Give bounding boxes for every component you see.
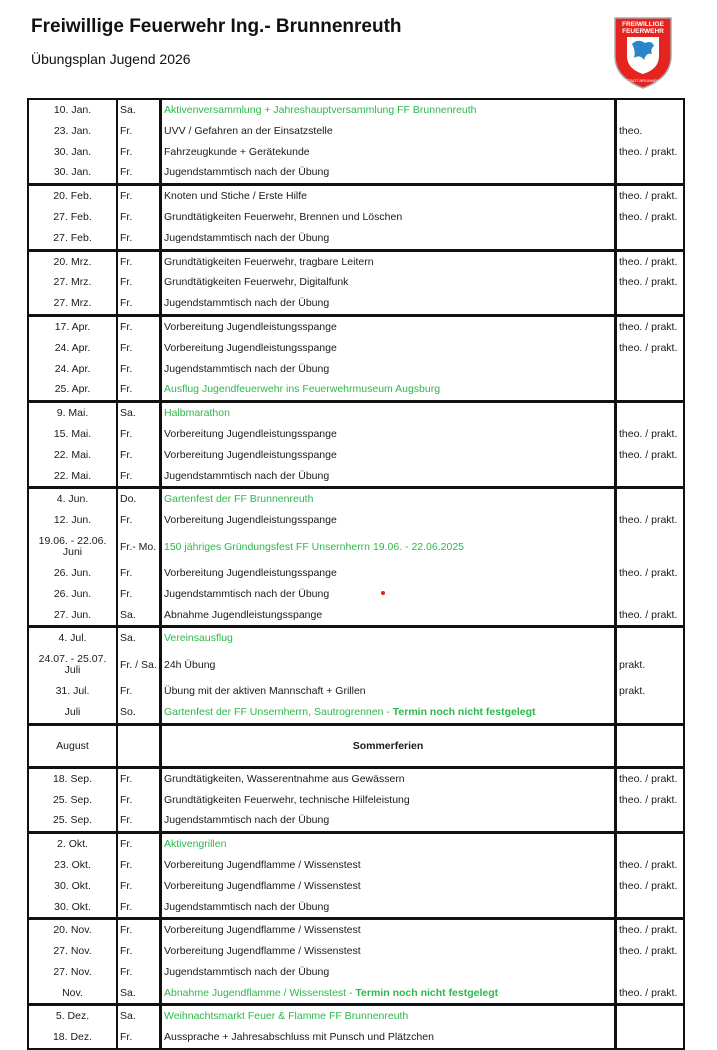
weekday-cell: Sa. (120, 104, 136, 116)
description-text: Abnahme Jugendleistungsspange (164, 608, 323, 621)
description-cell (162, 941, 614, 962)
month-group (29, 249, 683, 314)
description-cell (162, 876, 614, 897)
description-text: Grundtätigkeiten Feuerwehr, technische Hilfeleistung (164, 793, 410, 806)
session-type-cell (617, 489, 683, 510)
session-type-cell (617, 162, 683, 183)
description-text: Jugendstammtisch nach der Übung (164, 231, 330, 244)
description-text: Weihnachtsmarkt Feuer & Flamme FF Brunnenreuth (164, 1010, 409, 1023)
description-cell (162, 489, 614, 510)
date-cell: 20. Nov. (53, 924, 92, 937)
session-type-cell: theo. / prakt. (619, 924, 678, 937)
description-text: Vereinsausflug (164, 632, 233, 645)
weekday-cell: Fr. (120, 231, 133, 244)
session-type-cell: theo. / prakt. (619, 608, 678, 621)
day-column (118, 769, 162, 831)
date-cell: 25. Apr. (54, 383, 91, 396)
description-cell (162, 584, 614, 605)
type-column (617, 100, 683, 183)
description-text: Gartenfest der FF Brunnenreuth (164, 493, 314, 506)
description-cell (162, 466, 614, 487)
description-cell (162, 855, 614, 876)
description-text: Vorbereitung Jugendleistungsspange (164, 566, 337, 579)
date-cell: 26. Jun. (53, 566, 92, 579)
day-column (118, 489, 162, 625)
date-cell: Juli (64, 705, 81, 718)
description-cell (162, 702, 614, 723)
date-cell: 25. Sep. (52, 793, 93, 806)
description-text: Ausflug Jugendfeuerwehr ins Feuerwehrmuseum Augsburg (164, 383, 441, 396)
description-cell (162, 424, 614, 445)
desc-column (162, 834, 617, 917)
description-text: Vorbereitung Jugendleistungsspange (164, 448, 337, 461)
day-column (118, 628, 162, 722)
date-cell: 26. Jun. (53, 587, 92, 600)
session-type-cell: theo. / prakt. (619, 276, 678, 289)
weekday-cell: Sa. (120, 986, 136, 999)
weekday-cell: Fr. (120, 190, 133, 203)
session-type-cell (617, 466, 683, 487)
desc-column (162, 403, 617, 486)
session-type-cell (617, 100, 683, 121)
weekday-cell: Fr. (120, 924, 133, 937)
description-text: Aktivenversammlung + Jahreshauptversammlung FF Brunnenreuth (164, 104, 477, 116)
description-cell (162, 317, 614, 338)
weekday-cell (118, 726, 159, 766)
description-text: UVV / Gefahren an der Einsatzstelle (164, 124, 333, 137)
description-cell (162, 810, 614, 831)
description-text: Jugendstammtisch nach der Übung (164, 900, 330, 913)
session-type-cell: theo. / prakt. (619, 320, 678, 333)
weekday-cell: Fr. (120, 514, 133, 527)
date-cell: 27. Nov. (53, 945, 92, 958)
description-text: Jugendstammtisch nach der Übung (164, 362, 330, 375)
date-column (29, 252, 118, 314)
description-cell (162, 162, 614, 183)
weekday-cell: Fr. (120, 210, 133, 223)
date-column (29, 769, 118, 831)
session-type-cell (617, 962, 683, 983)
date-not-fixed-note: Termin noch nicht festgelegt (392, 705, 536, 718)
description-cell (162, 531, 614, 563)
weekday-cell: Sa. (120, 608, 136, 621)
description-text: Abnahme Jugendflamme / Wissenstest - (164, 986, 356, 999)
date-cell: 27. Feb. (53, 210, 92, 223)
date-cell: Nov. (62, 986, 83, 999)
description-cell (162, 338, 614, 359)
weekday-cell: Fr. (120, 945, 133, 958)
month-group (29, 917, 683, 1003)
weekday-cell: Fr. (120, 145, 133, 158)
description-cell (162, 207, 614, 228)
description-text: Jugendstammtisch nach der Übung (164, 814, 330, 827)
month-group (29, 723, 683, 766)
month-group (29, 766, 683, 831)
svg-text:FEUERWEHR: FEUERWEHR (622, 28, 664, 35)
desc-column (162, 317, 617, 400)
session-type-cell (617, 726, 683, 766)
description-text: Halbmarathon (164, 407, 230, 420)
weekday-cell: Fr.- Mo. (120, 540, 157, 553)
day-column (118, 252, 162, 314)
weekday-cell: Fr. (120, 900, 133, 913)
weekday-cell: Fr. (120, 427, 133, 440)
month-group (29, 625, 683, 722)
weekday-cell: Fr. (120, 838, 133, 851)
session-type-cell: prakt. (619, 685, 646, 698)
session-type-cell (617, 584, 683, 605)
date-cell: 30. Okt. (54, 879, 91, 892)
date-column (29, 100, 118, 183)
description-text: Grundtätigkeiten Feuerwehr, Brennen und Löschen (164, 210, 403, 223)
weekday-cell: Fr. (120, 448, 133, 461)
description-cell (162, 272, 614, 293)
session-type-cell (617, 403, 683, 424)
date-cell: 27. Mrz. (53, 297, 92, 310)
description-text: 24h Übung (164, 659, 216, 672)
desc-column (162, 628, 617, 722)
month-group (29, 314, 683, 400)
weekday-cell: Fr. (120, 793, 133, 806)
date-cell: 27. Nov. (53, 965, 92, 978)
description-text: 150 jähriges Gründungsfest FF Unsernherrn 19.06. - 22.06.2025 (164, 540, 465, 553)
weekday-cell: Fr. (120, 383, 133, 396)
date-cell: 27. Mrz. (53, 276, 92, 289)
session-type-cell: theo. / prakt. (619, 145, 678, 158)
weekday-cell: Fr. (120, 469, 133, 482)
session-type-cell: theo. / prakt. (619, 945, 678, 958)
date-cell: 10. Jan. (53, 104, 92, 116)
weekday-cell: Fr. (120, 276, 133, 289)
month-group (29, 1003, 683, 1048)
type-column (617, 920, 683, 1003)
date-cell: 22. Mai. (53, 448, 92, 461)
description-cell (162, 379, 614, 400)
training-schedule-table (27, 98, 685, 1050)
date-cell: 23. Jan. (53, 124, 92, 137)
date-cell: 25. Sep. (52, 814, 93, 827)
date-cell: 20. Mrz. (53, 255, 92, 268)
session-type-cell (617, 834, 683, 855)
description-text: Aussprache + Jahresabschluss mit Punsch und Plätzchen (164, 1031, 434, 1044)
session-type-cell: theo. / prakt. (619, 427, 678, 440)
date-column (29, 489, 118, 625)
weekday-cell: Fr. (120, 566, 133, 579)
description-text: Jugendstammtisch nach der Übung (164, 297, 330, 310)
desc-column (162, 920, 617, 1003)
description-cell (162, 359, 614, 380)
weekday-cell: Fr. (120, 341, 133, 354)
date-cell: August (56, 739, 89, 752)
day-column (118, 186, 162, 248)
date-column (29, 628, 118, 722)
session-type-cell (617, 897, 683, 918)
session-type-cell: theo. / prakt. (619, 255, 678, 268)
type-column (617, 1006, 683, 1048)
day-column (118, 100, 162, 183)
description-cell (162, 293, 614, 314)
date-cell: 30. Jan. (53, 145, 92, 158)
date-cell: 24. Apr. (54, 341, 91, 354)
date-column (29, 920, 118, 1003)
description-text: Jugendstammtisch nach der Übung (164, 587, 330, 600)
day-column (118, 726, 162, 766)
day-column (118, 403, 162, 486)
session-type-cell (617, 359, 683, 380)
weekday-cell: So. (120, 705, 136, 718)
month-group (29, 100, 683, 183)
session-type-cell (617, 1006, 683, 1027)
desc-column (162, 726, 617, 766)
desc-column (162, 100, 617, 183)
description-text: Vorbereitung Jugendleistungsspange (164, 427, 337, 440)
day-column (118, 834, 162, 917)
date-cell: 9. Mai. (56, 407, 89, 420)
desc-column (162, 1006, 617, 1048)
date-cell: 27. Jun. (53, 608, 92, 621)
description-cell (162, 769, 614, 790)
type-column (617, 317, 683, 400)
date-not-fixed-note: Termin noch nicht festgelegt (355, 986, 499, 999)
description-text: Vorbereitung Jugendflamme / Wissenstest (164, 924, 361, 937)
weekday-cell: Sa. (120, 632, 136, 645)
date-cell: 22. Mai. (53, 469, 92, 482)
date-cell (29, 531, 116, 563)
desc-column (162, 252, 617, 314)
session-type-cell (617, 810, 683, 831)
description-cell (162, 1006, 614, 1027)
description-cell (162, 100, 614, 121)
weekday-cell: Fr. (120, 166, 133, 179)
date-cell: 4. Jul. (58, 632, 87, 645)
date-column (29, 726, 118, 766)
weekday-cell: Fr. (120, 297, 133, 310)
weekday-cell: Fr. (120, 362, 133, 375)
date-range: 24.07. - 25.07. (38, 653, 107, 666)
type-column (617, 834, 683, 917)
description-text: Jugendstammtisch nach der Übung (164, 965, 330, 978)
session-type-cell: theo. / prakt. (619, 986, 678, 999)
description-text: Jugendstammtisch nach der Übung (164, 469, 330, 482)
description-cell (162, 510, 614, 531)
description-text: Grundtätigkeiten Feuerwehr, tragbare Leitern (164, 255, 374, 268)
description-cell (162, 186, 614, 207)
date-cell: 24. Apr. (54, 362, 91, 375)
session-type-cell: theo. / prakt. (619, 190, 678, 203)
type-column (617, 769, 683, 831)
session-type-cell: theo. / prakt. (619, 858, 678, 871)
type-column (617, 186, 683, 248)
session-type-cell: theo. / prakt. (619, 210, 678, 223)
description-cell (162, 252, 614, 273)
desc-column (162, 489, 617, 625)
date-month: Juni (62, 545, 83, 558)
session-type-cell: theo. / prakt. (619, 341, 678, 354)
session-type-cell (617, 531, 683, 563)
date-cell: 15. Mai. (53, 427, 92, 440)
description-text: Vorbereitung Jugendleistungsspange (164, 341, 337, 354)
date-column (29, 834, 118, 917)
date-cell: 12. Jun. (53, 514, 92, 527)
session-type-cell: theo. / prakt. (619, 448, 678, 461)
session-type-cell: theo. / prakt. (619, 793, 678, 806)
session-type-cell (617, 1027, 683, 1048)
weekday-cell: Fr. (120, 685, 133, 698)
weekday-cell: Fr. (120, 587, 133, 600)
description-cell (162, 834, 614, 855)
date-column (29, 1006, 118, 1048)
description-cell (162, 649, 614, 681)
description-cell (162, 790, 614, 811)
type-column (617, 726, 683, 766)
description-text: Jugendstammtisch nach der Übung (164, 166, 330, 179)
date-cell: 30. Okt. (54, 900, 91, 913)
weekday-cell: Fr. (120, 320, 133, 333)
description-cell (162, 228, 614, 249)
weekday-cell: Fr. (120, 879, 133, 892)
weekday-cell: Fr. (120, 814, 133, 827)
date-cell: 2. Okt. (57, 838, 88, 851)
svg-text:INGOLSTADT-BRUNNENREUTH: INGOLSTADT-BRUNNENREUTH (613, 78, 673, 83)
session-type-cell (617, 379, 683, 400)
description-cell (162, 445, 614, 466)
weekday-cell: Sa. (120, 407, 136, 420)
description-text: Knoten und Stiche / Erste Hilfe (164, 190, 307, 203)
month-group (29, 400, 683, 486)
weekday-cell: Fr. (120, 1031, 133, 1044)
description-text: Fahrzeugkunde + Gerätekunde (164, 145, 310, 158)
session-type-cell: theo. / prakt. (619, 566, 678, 579)
weekday-cell: Fr. (120, 255, 133, 268)
description-cell (162, 1027, 614, 1048)
session-type-cell: theo. / prakt. (619, 879, 678, 892)
session-type-cell (617, 702, 683, 723)
weekday-cell: Fr. / Sa. (120, 659, 157, 672)
document-title: Freiwillige Feuerwehr Ing.- Brunnenreuth (31, 16, 402, 37)
date-cell: 23. Okt. (54, 858, 91, 871)
weekday-cell: Sa. (120, 1010, 136, 1023)
description-cell (162, 962, 614, 983)
weekday-cell: Do. (120, 493, 137, 506)
description-text: Vorbereitung Jugendleistungsspange (164, 320, 337, 333)
type-column (617, 489, 683, 625)
description-cell (162, 142, 614, 163)
description-cell (162, 121, 614, 142)
description-cell (162, 403, 614, 424)
month-group (29, 183, 683, 248)
description-cell (162, 605, 614, 626)
desc-column (162, 186, 617, 248)
session-type-cell: theo. / prakt. (619, 514, 678, 527)
date-month: Juli (64, 664, 81, 677)
description-text: Vorbereitung Jugendleistungsspange (164, 514, 337, 527)
description-text: Vorbereitung Jugendflamme / Wissenstest (164, 858, 361, 871)
description-text: Aktivengrillen (164, 838, 227, 851)
description-cell (162, 983, 614, 1004)
day-column (118, 317, 162, 400)
weekday-cell: Fr. (120, 858, 133, 871)
date-range: 19.06. - 22.06. (38, 534, 107, 547)
description-cell (162, 897, 614, 918)
description-text: Gartenfest der FF Unsernherrn, Sautrogrennen - (164, 705, 393, 718)
session-type-cell (617, 293, 683, 314)
description-cell (162, 563, 614, 584)
date-cell (29, 649, 116, 681)
session-type-cell: theo. (619, 124, 643, 137)
date-column (29, 403, 118, 486)
document-subtitle: Übungsplan Jugend 2026 (31, 51, 191, 67)
description-text: Grundtätigkeiten Feuerwehr, Digitalfunk (164, 276, 349, 289)
red-dot-mark (381, 591, 385, 595)
description-text: Vorbereitung Jugendflamme / Wissenstest (164, 879, 361, 892)
weekday-cell: Fr. (120, 965, 133, 978)
day-column (118, 1006, 162, 1048)
desc-column (162, 769, 617, 831)
date-cell: 31. Jul. (55, 685, 90, 698)
weekday-cell: Fr. (120, 124, 133, 137)
day-column (118, 920, 162, 1003)
type-column (617, 403, 683, 486)
date-cell: 5. Dez. (55, 1010, 90, 1023)
description-text: Vorbereitung Jugendflamme / Wissenstest (164, 945, 361, 958)
date-cell: 4. Jun. (56, 493, 89, 506)
weekday-cell: Fr. (120, 772, 133, 785)
session-type-cell (617, 228, 683, 249)
description-text: Sommerferien (352, 739, 424, 752)
session-type-cell (617, 628, 683, 649)
description-cell (162, 681, 614, 702)
date-column (29, 317, 118, 400)
description-cell (162, 628, 614, 649)
description-cell (162, 726, 614, 766)
session-type-cell: prakt. (619, 659, 646, 672)
date-cell: 20. Feb. (53, 190, 92, 203)
description-text: Übung mit der aktiven Mannschaft + Grillen (164, 685, 366, 698)
month-group (29, 486, 683, 625)
date-column (29, 186, 118, 248)
session-type-cell: theo. / prakt. (619, 772, 678, 785)
date-cell: 17. Apr. (54, 320, 91, 333)
type-column (617, 252, 683, 314)
date-cell: 27. Feb. (53, 231, 92, 244)
description-cell (162, 920, 614, 941)
month-group (29, 831, 683, 917)
svg-text:FREIWILLIGE: FREIWILLIGE (622, 21, 664, 28)
date-cell: 18. Dez. (52, 1031, 93, 1044)
fire-brigade-crest-icon (612, 16, 674, 90)
description-text: Grundtätigkeiten, Wasserentnahme aus Gewässern (164, 772, 405, 785)
date-cell: 18. Sep. (52, 772, 93, 785)
date-cell: 30. Jan. (53, 166, 92, 179)
type-column (617, 628, 683, 722)
